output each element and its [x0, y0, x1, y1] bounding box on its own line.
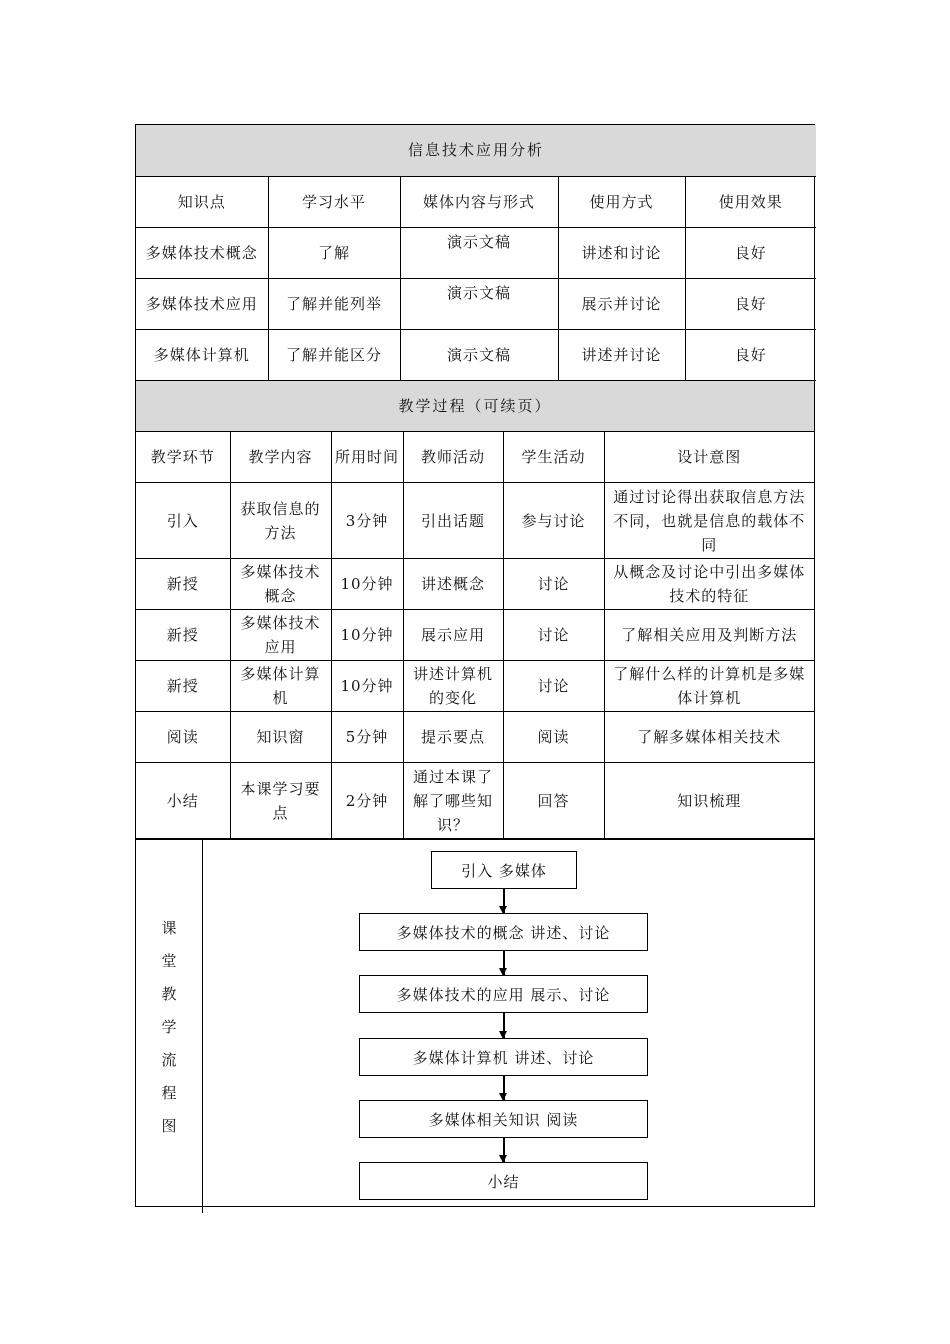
flow-step: 多媒体技术的概念 讲述、讨论 [359, 913, 648, 951]
flow-step: 多媒体计算机 讲述、讨论 [359, 1038, 648, 1076]
duration: 10分钟 [331, 610, 403, 661]
content: 多媒体计算机 [230, 661, 331, 712]
knowledge-point: 多媒体技术概念 [136, 227, 268, 278]
student-activity: 回答 [503, 763, 604, 839]
usage-effect: 良好 [685, 278, 816, 329]
analysis-table [136, 125, 816, 381]
flowchart [203, 840, 814, 1213]
content: 多媒体技术应用 [230, 610, 331, 661]
duration: 10分钟 [331, 559, 403, 610]
table-row [136, 278, 816, 329]
table-row [136, 483, 814, 559]
analysis-header: 使用方式 [558, 176, 685, 227]
flow-step: 多媒体技术的应用 展示、讨论 [359, 975, 648, 1013]
duration: 10分钟 [331, 661, 403, 712]
usage-method: 展示并讨论 [558, 278, 685, 329]
flow-arrow [503, 889, 505, 913]
student-activity: 参与讨论 [503, 483, 604, 559]
design-intent: 了解相关应用及判断方法 [604, 610, 814, 661]
design-intent: 知识梳理 [604, 763, 814, 839]
learning-level: 了解并能区分 [268, 329, 400, 380]
teacher-activity: 引出话题 [403, 483, 503, 559]
flowchart-label-char: 堂 [161, 951, 177, 970]
design-intent: 通过讨论得出获取信息方法不同，也就是信息的载体不同 [604, 483, 814, 559]
knowledge-point: 多媒体技术应用 [136, 278, 268, 329]
media-form: 演示文稿 [400, 227, 558, 278]
flowchart-label-char: 流 [161, 1050, 177, 1069]
stage: 新授 [136, 610, 230, 661]
process-header: 学生活动 [503, 432, 604, 483]
learning-level: 了解并能列举 [268, 278, 400, 329]
analysis-header: 媒体内容与形式 [400, 176, 558, 227]
flowchart-label-char: 教 [161, 984, 177, 1003]
design-intent: 从概念及讨论中引出多媒体技术的特征 [604, 559, 814, 610]
table-row [136, 712, 814, 763]
analysis-header: 使用效果 [685, 176, 816, 227]
flowchart-label [136, 840, 203, 1213]
process-title: 教学过程（可续页） [136, 381, 814, 432]
teacher-activity: 讲述概念 [403, 559, 503, 610]
stage: 阅读 [136, 712, 230, 763]
stage: 引入 [136, 483, 230, 559]
flowchart-label-char: 学 [161, 1017, 177, 1036]
flow-arrow [503, 1013, 505, 1038]
flow-step: 多媒体相关知识 阅读 [359, 1100, 648, 1138]
flow-step: 小结 [359, 1162, 648, 1200]
process-table [136, 381, 814, 840]
content: 获取信息的方法 [230, 483, 331, 559]
table-row [136, 559, 814, 610]
flowchart-label-char: 图 [161, 1116, 177, 1135]
table-row [136, 610, 814, 661]
process-header: 教学环节 [136, 432, 230, 483]
table-row [136, 329, 816, 380]
student-activity: 讨论 [503, 661, 604, 712]
stage: 新授 [136, 661, 230, 712]
table-row [136, 227, 816, 278]
student-activity: 讨论 [503, 559, 604, 610]
duration: 5分钟 [331, 712, 403, 763]
process-header: 设计意图 [604, 432, 814, 483]
student-activity: 阅读 [503, 712, 604, 763]
process-header: 教学内容 [230, 432, 331, 483]
analysis-header: 学习水平 [268, 176, 400, 227]
teacher-activity: 讲述计算机的变化 [403, 661, 503, 712]
flowchart-label-char: 课 [161, 918, 177, 937]
content: 知识窗 [230, 712, 331, 763]
table-row [136, 661, 814, 712]
usage-effect: 良好 [685, 227, 816, 278]
stage: 新授 [136, 559, 230, 610]
design-intent: 了解什么样的计算机是多媒体计算机 [604, 661, 814, 712]
duration: 3分钟 [331, 483, 403, 559]
duration: 2分钟 [331, 763, 403, 839]
media-form: 演示文稿 [400, 329, 558, 380]
knowledge-point: 多媒体计算机 [136, 329, 268, 380]
learning-level: 了解 [268, 227, 400, 278]
process-header: 所用时间 [331, 432, 403, 483]
teacher-activity: 提示要点 [403, 712, 503, 763]
content: 本课学习要点 [230, 763, 331, 839]
flow-arrow [503, 1076, 505, 1100]
flow-step: 引入 多媒体 [431, 851, 577, 889]
process-header: 教师活动 [403, 432, 503, 483]
media-form: 演示文稿 [400, 278, 558, 329]
stage: 小结 [136, 763, 230, 839]
flowchart-section [136, 839, 814, 1213]
table-row [136, 763, 814, 839]
teacher-activity: 展示应用 [403, 610, 503, 661]
usage-effect: 良好 [685, 329, 816, 380]
design-intent: 了解多媒体相关技术 [604, 712, 814, 763]
usage-method: 讲述并讨论 [558, 329, 685, 380]
usage-method: 讲述和讨论 [558, 227, 685, 278]
flowchart-label-char: 程 [161, 1083, 177, 1102]
flow-arrow [503, 951, 505, 975]
flow-arrow [503, 1138, 505, 1162]
lesson-plan-table [135, 124, 815, 1207]
analysis-title: 信息技术应用分析 [136, 125, 816, 176]
teacher-activity: 通过本课了解了哪些知识？ [403, 763, 503, 839]
content: 多媒体技术概念 [230, 559, 331, 610]
student-activity: 讨论 [503, 610, 604, 661]
analysis-header: 知识点 [136, 176, 268, 227]
